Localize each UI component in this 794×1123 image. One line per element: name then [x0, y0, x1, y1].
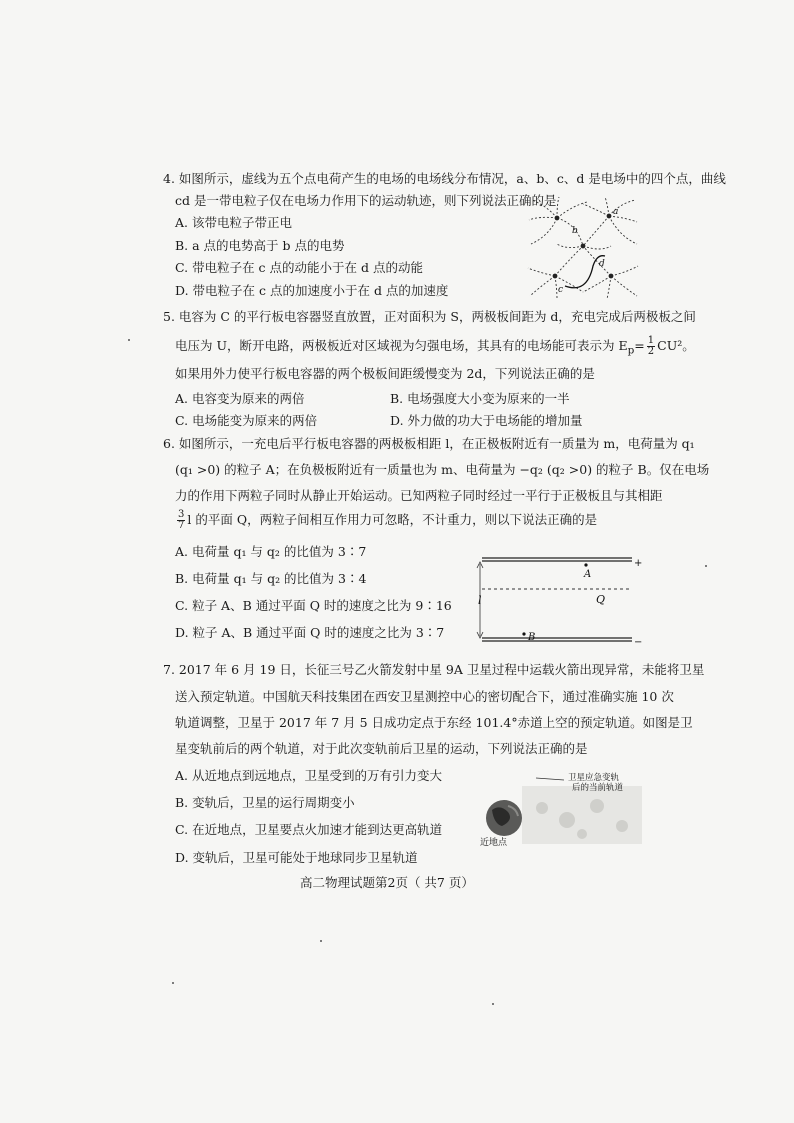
- q5-formula-tail: CU²。: [657, 338, 695, 353]
- q4-label-a: a: [613, 207, 619, 217]
- q5-energy-subscript: p: [627, 344, 635, 357]
- q4-label-c: c: [558, 285, 564, 295]
- q6-option-c: C. 粒子 A、B 通过平面 Q 时的速度之比为 9∶16: [175, 598, 452, 613]
- q5-option-c: C. 电场能变为原来的两倍: [175, 413, 318, 428]
- q5-stem-line-2: [175, 336, 695, 359]
- scan-speck: [172, 982, 174, 984]
- q5-line2-text: 电压为 U，断开电路，两极板近对区域视为匀强电场，其具有的电场能可表示为 E: [175, 338, 628, 353]
- q7-option-c: C. 在近地点，卫星要点火加速才能到达更高轨道: [175, 822, 443, 837]
- q7-orbit-label-line-1: 卫星应急变轨: [568, 773, 620, 783]
- q4-label-d: d: [599, 259, 605, 269]
- scan-speck: [492, 1003, 494, 1005]
- q7-near-point-label: 近地点: [480, 838, 508, 848]
- q5-equals: =: [634, 338, 645, 353]
- q7-option-d: D. 变轨后，卫星可能处于地球同步卫星轨道: [175, 850, 418, 865]
- q6-label-plus: +: [634, 558, 643, 569]
- page-footer: 高二物理试题第2页（ 共7 页）: [300, 875, 474, 890]
- q6-stem-line-3: 力的作用下两粒子同时从静止开始运动。已知两粒子同时经过一平行于正极板且与其相距: [175, 488, 663, 503]
- q6-frac-num: 3: [178, 509, 185, 520]
- q5-option-a: A. 电容变为原来的两倍: [175, 391, 305, 406]
- q6-label-a: A: [584, 569, 592, 580]
- scan-speck: [705, 565, 707, 567]
- q7-orbit-label-line-2: 后的当前轨道: [572, 783, 624, 793]
- scan-speck: [128, 339, 130, 341]
- q4-label-b: b: [572, 226, 578, 236]
- q5-option-b: B. 电场强度大小变为原来的一半: [390, 391, 570, 406]
- scan-speck: [320, 940, 322, 942]
- q4-option-c: C. 带电粒子在 c 点的动能小于在 d 点的动能: [175, 260, 423, 275]
- q4-field-line-figure: [527, 196, 639, 300]
- q5-frac-num: 1: [647, 335, 655, 346]
- q6-stem-line-4: [175, 510, 597, 531]
- q6-line4-text: l 的平面 Q，两粒子间相互作用力可忽略，不计重力，则以下说法正确的是: [187, 512, 598, 527]
- q5-fraction: [647, 336, 655, 357]
- q5-option-d: D. 外力做的功大于电场能的增加量: [390, 413, 583, 428]
- q6-option-a: A. 电荷量 q₁ 与 q₂ 的比值为 3∶7: [175, 544, 367, 559]
- q4-option-d: D. 带电粒子在 c 点的加速度小于在 d 点的加速度: [175, 283, 449, 298]
- q4-stem-line-1: 4. 如图所示，虚线为五个点电荷产生的电场的电场线分布情况，a、b、c、d 是电场中的四个点，曲线: [163, 171, 726, 186]
- q6-option-b: B. 电荷量 q₁ 与 q₂ 的比值为 3∶4: [175, 571, 367, 586]
- q6-frac-den: 7: [178, 520, 185, 531]
- q6-label-l: l: [478, 594, 482, 607]
- q7-orbit-figure: [472, 768, 647, 848]
- q6-label-b: B: [528, 632, 536, 643]
- q5-stem-line-3: 如果用外力使平行板电容器的两个极板间距缓慢变为 2d，下列说法正确的是: [175, 366, 595, 381]
- q6-option-d: D. 粒子 A、B 通过平面 Q 时的速度之比为 3∶7: [175, 625, 445, 640]
- q6-label-minus: −: [634, 637, 643, 648]
- q4-option-b: B. a 点的电势高于 b 点的电势: [175, 238, 345, 253]
- q7-option-b: B. 变轨后，卫星的运行周期变小: [175, 795, 355, 810]
- q7-option-a: A. 从近地点到远地点，卫星受到的万有引力变大: [175, 768, 442, 783]
- q7-stem-line-1: 7. 2017 年 6 月 19 日，长征三号乙火箭发射中星 9A 卫星过程中运载火箭出现异常，未能将卫星: [163, 662, 705, 677]
- q6-stem-line-1: 6. 如图所示，一充电后平行板电容器的两极板相距 l，在正极板附近有一质量为 m，电荷量为 q₁: [163, 436, 695, 451]
- q5-stem-line-1: 5. 电容为 C 的平行板电容器竖直放置，正对面积为 S，两极板间距为 d，充电完成后两极板之间: [163, 309, 696, 324]
- q7-stem-line-2: 送入预定轨道。中国航天科技集团在西安卫星测控中心的密切配合下，通过准确实施 10 次: [175, 689, 674, 704]
- q7-stem-line-3: 轨道调整，卫星于 2017 年 7 月 5 日成功定点于东经 101.4°赤道上空的预定轨道。如图是卫: [175, 715, 693, 730]
- q5-frac-den: 2: [647, 346, 655, 357]
- q6-fraction: [177, 510, 185, 531]
- q6-label-q: Q: [596, 593, 606, 606]
- q4-stem-line-2: cd 是一带电粒子仅在电场力作用下的运动轨迹，则下列说法正确的是: [175, 193, 557, 208]
- q7-stem-line-4: 星变轨前后的两个轨道，对于此次变轨前后卫星的运动，下列说法正确的是: [175, 741, 588, 756]
- q4-option-a: A. 该带电粒子带正电: [175, 215, 292, 230]
- q6-stem-line-2: (q₁ >0) 的粒子 A；在负极板附近有一质量也为 m、电荷量为 −q₂ (q₂ >0) 的粒子 B。仅在电场: [175, 462, 710, 477]
- q6-capacitor-figure: [474, 550, 644, 650]
